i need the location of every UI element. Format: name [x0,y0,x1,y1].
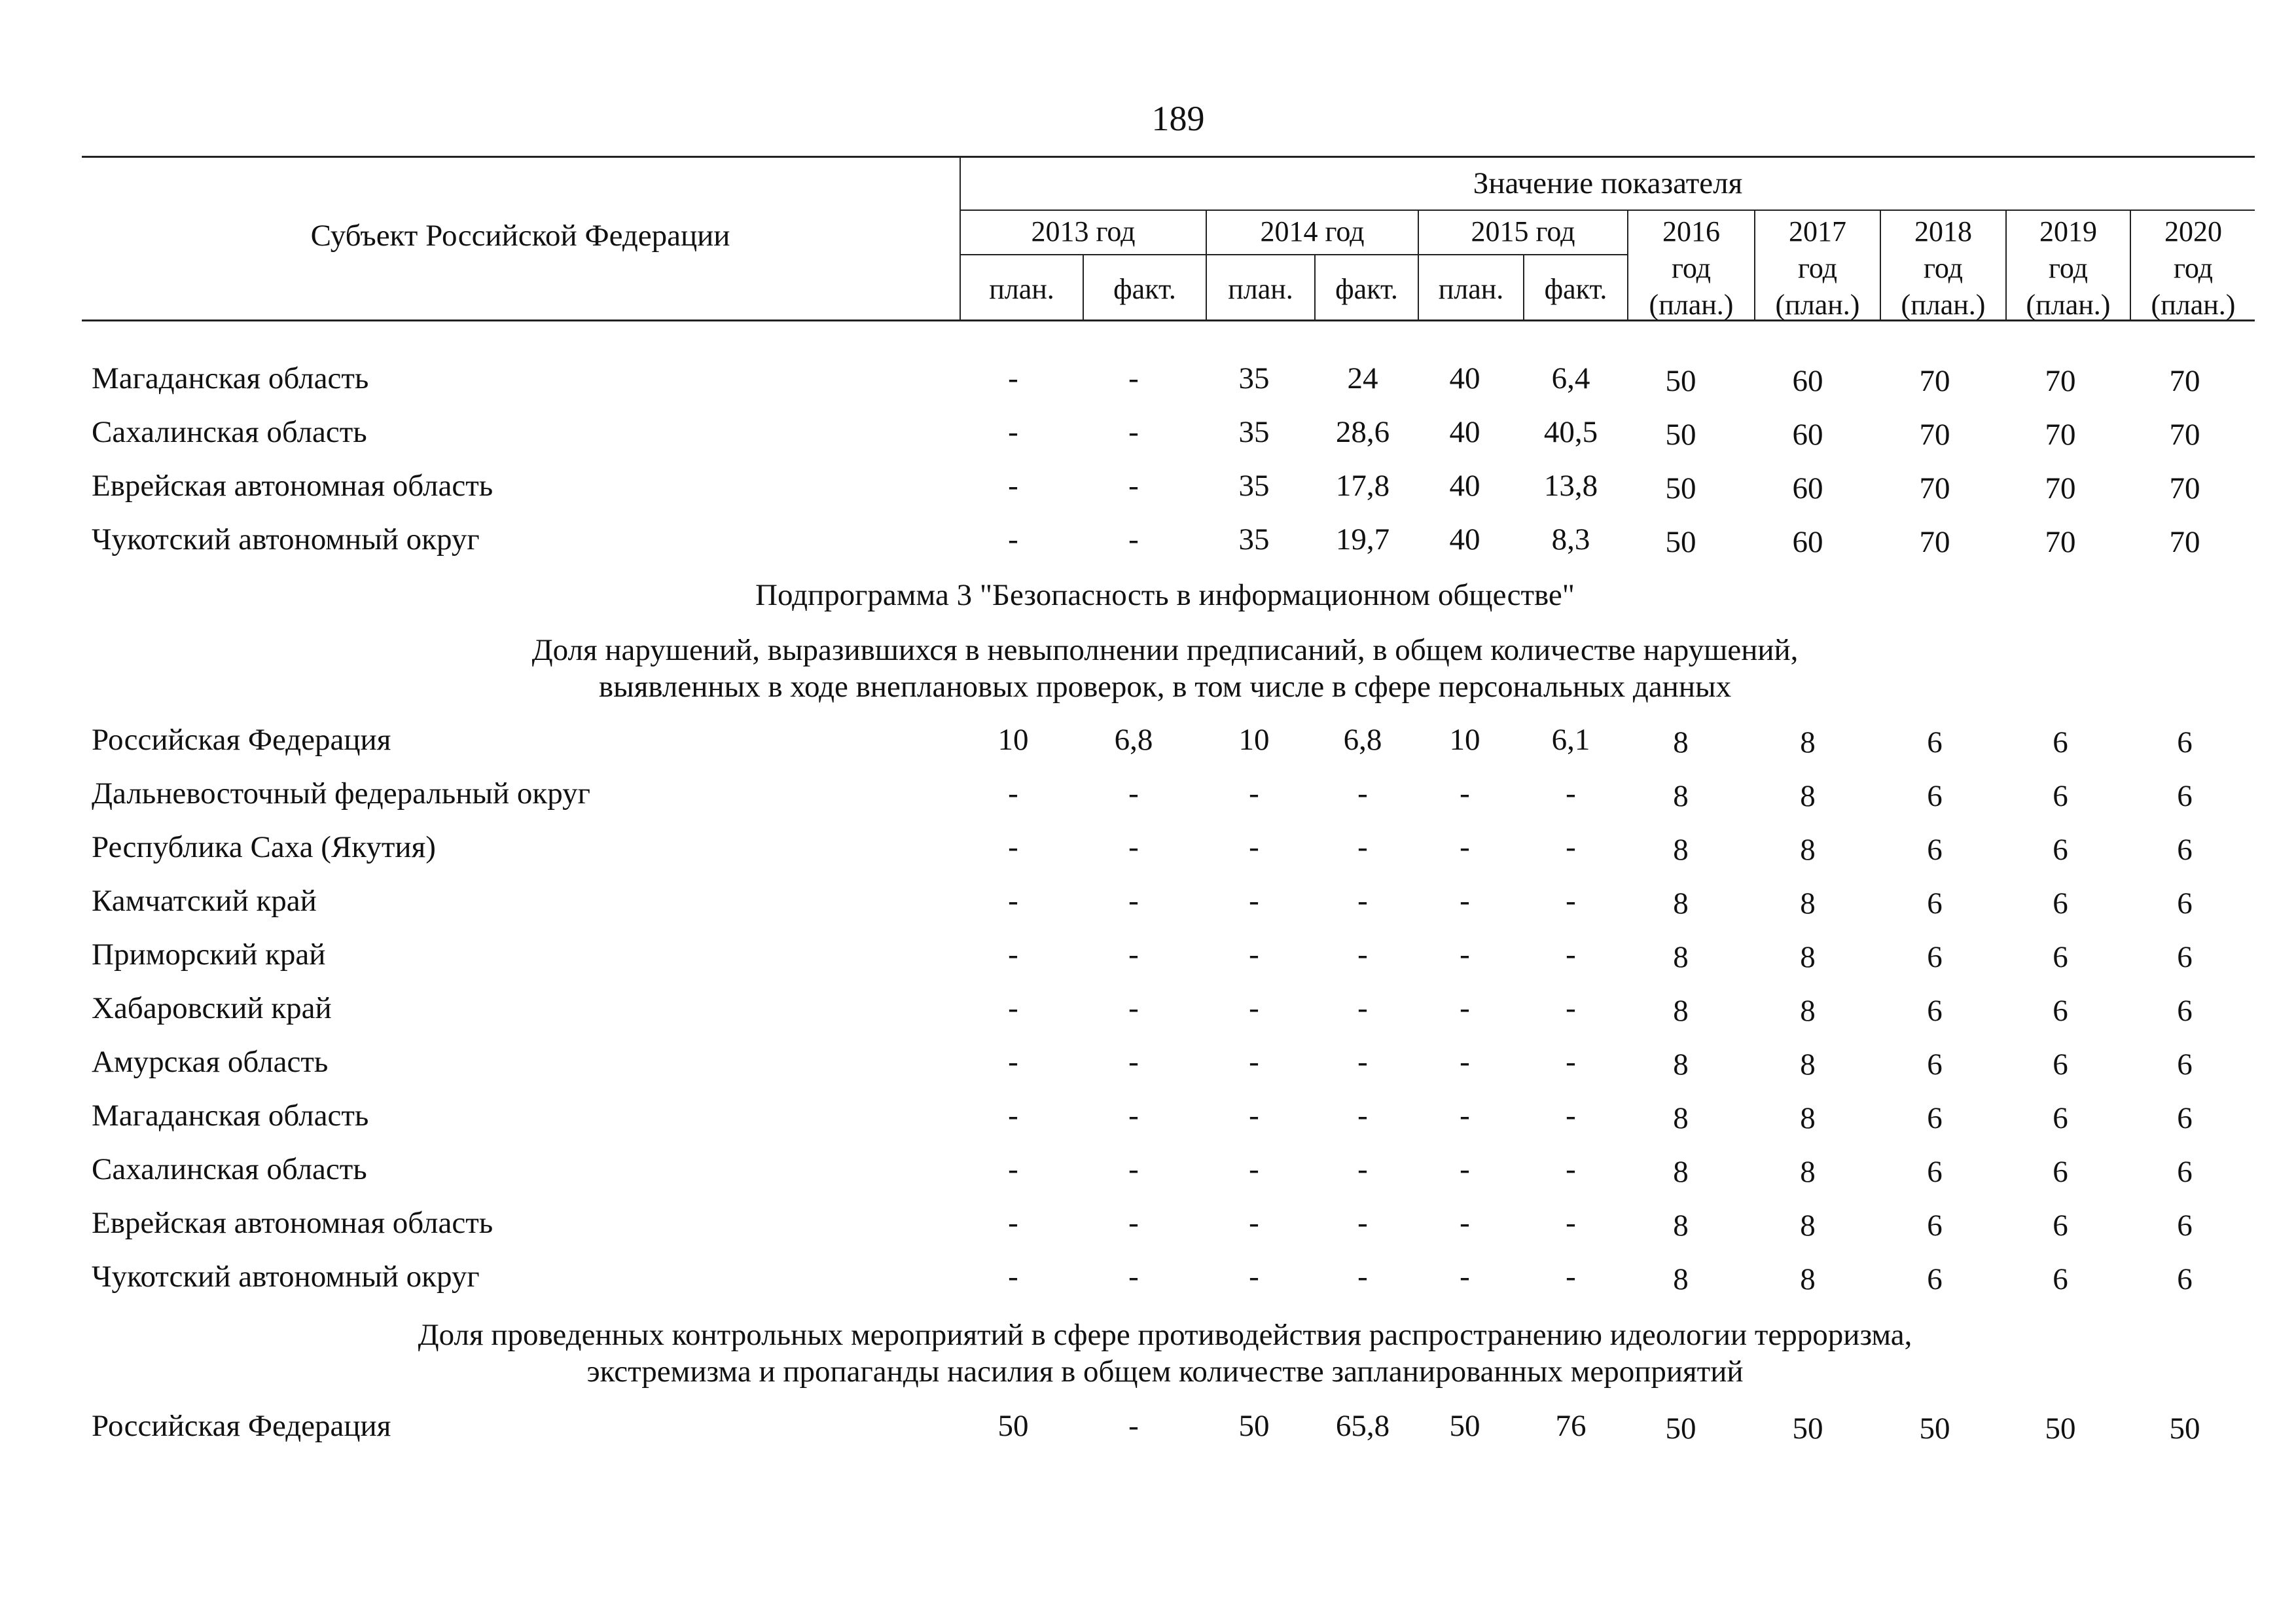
table-cell: - [1460,938,1470,972]
table-cell: - [1249,1152,1259,1186]
table-cell: 6 [1927,1262,1943,1296]
row-subject-name: Приморский край [92,938,326,972]
year-label: 2017 [1789,215,1846,247]
table-cell: 8 [1673,833,1689,867]
table-cell: - [1249,884,1259,918]
table-cell: 60 [1792,364,1823,398]
table-cell: - [1008,415,1018,449]
table-cell: - [1008,938,1018,972]
table-cell: 6 [2053,1048,2068,1082]
plan-label: (план.) [2151,289,2236,321]
year-2019-header [2007,213,2130,323]
table-cell: - [1249,776,1259,811]
table-cell: - [1460,1045,1470,1079]
row-subject-name: Амурская область [92,1045,329,1079]
table-cell: 70 [2169,364,2200,398]
table-cell: - [1566,938,1576,972]
table-cell: 6 [2053,779,2068,813]
table-cell: 50 [1665,1412,1696,1446]
table-cell: 6 [1927,886,1943,921]
table-cell: 6 [2053,1209,2068,1243]
table-cell: - [1008,991,1018,1025]
god-label: год [1923,252,1964,284]
table-cell: 70 [1919,364,1950,398]
table-cell: 8 [1800,725,1816,759]
table-cell: 50 [1665,525,1696,559]
table-cell: 76 [1555,1409,1587,1443]
table-cell: 8 [1800,779,1816,813]
table-cell: 8 [1673,725,1689,759]
table-cell: - [1357,884,1368,918]
plan-label: (план.) [2026,289,2111,321]
indicator-caption: Доля проведенных контрольных мероприятий в сфере противодействия распространению идеологии терроризма, [418,1318,1912,1352]
table-cell: 50 [2169,1412,2200,1446]
table-cell: 35 [1238,469,1270,503]
table-cell: 35 [1238,361,1270,395]
table-cell: 6 [2177,886,2193,921]
table-cell: - [1357,1152,1368,1186]
table-cell: - [1128,991,1139,1025]
table-cell: - [1357,1099,1368,1133]
table-cell: 6,1 [1551,723,1590,757]
table-cell: 70 [2045,525,2076,559]
table-cell: 6 [2053,725,2068,759]
god-label: год [1797,252,1838,284]
table-cell: - [1566,776,1576,811]
table-cell: - [1128,1045,1139,1079]
table-cell: - [1357,991,1368,1025]
table-cell: - [1128,1260,1139,1294]
table-cell: 8 [1800,833,1816,867]
row-subject-name: Сахалинская область [92,415,367,449]
table-cell: 8 [1800,994,1816,1028]
table-cell: - [1460,991,1470,1025]
table-cell: 40 [1449,522,1480,556]
year-label: 2018 [1914,215,1972,247]
table-cell: 70 [1919,525,1950,559]
table-cell: - [1249,830,1259,864]
table-cell: 70 [2169,471,2200,505]
table-cell: - [1566,991,1576,1025]
god-label: год [1671,252,1712,284]
page-number: 189 [1151,99,1205,138]
indicator-caption: Доля нарушений, выразившихся в невыполнении предписаний, в общем количестве нарушений, [531,633,1799,667]
subject-column-header: Субъект Российской Федерации [310,219,730,253]
table-cell: - [1128,415,1139,449]
table-cell: - [1249,991,1259,1025]
row-subject-name: Еврейская автономная область [92,1206,493,1240]
table-cell: 10 [1449,723,1480,757]
table-cell: - [1460,884,1470,918]
year-2017-header [1755,213,1880,323]
row-subject-name: Дальневосточный федеральный округ [92,776,590,811]
table-cell: 6 [1927,1048,1943,1082]
fact-subheader: факт. [1335,273,1398,305]
table-cell: 10 [997,723,1029,757]
table-cell: 50 [1919,1412,1950,1446]
table-cell: 40 [1449,469,1480,503]
table-cell: 6 [1927,994,1943,1028]
table-cell: 8 [1800,886,1816,921]
row-subject-name: Чукотский автономный округ [92,522,480,556]
table-cell: 6 [1927,1101,1943,1135]
table-cell: 28,6 [1335,415,1390,449]
table-cell: 60 [1792,525,1823,559]
table-cell: - [1008,522,1018,556]
table-cell: - [1008,1206,1018,1240]
table-cell: 8 [1673,994,1689,1028]
table-cell: - [1357,1260,1368,1294]
plan-subheader: план. [989,273,1054,305]
table-cell: 70 [1919,418,1950,452]
table-cell: 50 [1665,364,1696,398]
year-2015-header: 2015 год [1471,215,1575,247]
row-subject-name: Магаданская область [92,361,369,395]
table-cell: 40 [1449,415,1480,449]
table-cell: - [1566,1152,1576,1186]
indicator-caption: экстремизма и пропаганды насилия в общем количестве запланированных мероприятий [586,1355,1744,1389]
row-subject-name: Российская Федерация [92,723,391,757]
table-cell: 6 [2177,1155,2193,1189]
subprogram-title: Подпрограмма 3 "Безопасность в информационном обществе" [755,578,1575,612]
god-label: год [2173,252,2214,284]
table-cell: 70 [2045,364,2076,398]
table-cell: - [1566,830,1576,864]
table-cell: 6 [2053,833,2068,867]
table-cell: 35 [1238,522,1270,556]
table-cell: - [1008,1099,1018,1133]
table-cell: 50 [997,1409,1029,1443]
table-cell: 10 [1238,723,1270,757]
row-subject-name: Хабаровский край [92,991,332,1025]
table-cell: 6 [2053,1262,2068,1296]
table-cell: 6 [1927,725,1943,759]
table-cell: - [1128,1409,1139,1443]
table-cell: 50 [1449,1409,1480,1443]
year-2014-header: 2014 год [1260,215,1365,247]
table-cell: 8 [1800,1048,1816,1082]
row-subject-name: Камчатский край [92,884,317,918]
table-cell: - [1008,1260,1018,1294]
table-cell: - [1566,1099,1576,1133]
table-cell: 6 [2053,994,2068,1028]
plan-label: (план.) [1649,289,1734,321]
table-cell: 6,8 [1114,723,1153,757]
table-cell: 70 [2045,418,2076,452]
table-cell: - [1460,1152,1470,1186]
table-cell: 6 [1927,779,1943,813]
table-cell: 6 [1927,833,1943,867]
row-subject-name: Еврейская автономная область [92,469,493,503]
table-cell: 6 [2177,833,2193,867]
table-cell: 8 [1800,1155,1816,1189]
table-cell: 40 [1449,361,1480,395]
year-underline [961,254,1628,255]
table-cell: 8 [1673,886,1689,921]
table-cell: - [1357,938,1368,972]
table-cell: - [1008,1045,1018,1079]
table-cell: 70 [2169,418,2200,452]
table-cell: - [1566,1206,1576,1240]
table-cell: - [1128,1206,1139,1240]
indicator-underline [961,210,2255,211]
table-cell: 17,8 [1335,469,1390,503]
table-cell: 70 [2169,525,2200,559]
year-label: 2016 [1662,215,1720,247]
table-cell: 6 [2177,994,2193,1028]
table-cell: - [1008,884,1018,918]
table-cell: - [1249,1099,1259,1133]
table-cell: 19,7 [1335,522,1390,556]
table-cell: 70 [1919,471,1950,505]
table-cell: - [1460,1099,1470,1133]
table-cell: - [1566,884,1576,918]
table-cell: 6 [2053,1101,2068,1135]
table-cell: 60 [1792,471,1823,505]
table-cell: 6 [2053,1155,2068,1189]
table-cell: - [1128,522,1139,556]
indicator-header: Значение показателя [1473,166,1743,200]
table-cell: 60 [1792,418,1823,452]
god-label: год [2048,252,2089,284]
table-cell: 6 [2177,1262,2193,1296]
table-cell: 6 [2177,725,2193,759]
year-label: 2020 [2164,215,2222,247]
table-cell: 8 [1673,940,1689,974]
table-cell: 8 [1673,1155,1689,1189]
table-cell: 8 [1673,1048,1689,1082]
table-cell: - [1249,1045,1259,1079]
row-subject-name: Сахалинская область [92,1152,367,1186]
fact-subheader: факт. [1113,273,1176,305]
table-cell: - [1128,1099,1139,1133]
indicator-caption: выявленных в ходе внеплановых проверок, в том числе в сфере персональных данных [598,670,1732,704]
table-cell: 8 [1673,1209,1689,1243]
table-cell: - [1460,776,1470,811]
table-cell: 8 [1800,1262,1816,1296]
year-2016-header [1628,213,1754,323]
table-cell: 13,8 [1543,469,1598,503]
table-cell: 6 [2053,940,2068,974]
table-cell: 6 [1927,1155,1943,1189]
table-cell: - [1249,938,1259,972]
table-cell: - [1357,776,1368,811]
table-cell: - [1460,830,1470,864]
table-cell: 6,4 [1551,361,1590,395]
table-cell: 6 [2177,779,2193,813]
year-2020-header [2131,213,2255,323]
table-cell: 50 [1792,1412,1823,1446]
table-cell: - [1008,361,1018,395]
table-cell: - [1128,884,1139,918]
table-cell: 6 [2177,1048,2193,1082]
table-cell: - [1357,1206,1368,1240]
table-cell: 70 [2045,471,2076,505]
table-cell: - [1249,1260,1259,1294]
year-label: 2019 [2039,215,2097,247]
table-cell: - [1008,776,1018,811]
table-cell: - [1008,469,1018,503]
plan-subheader: план. [1228,273,1293,305]
table-cell: 6 [1927,940,1943,974]
table-cell: 8 [1800,1209,1816,1243]
row-subject-name: Магаданская область [92,1099,369,1133]
table-cell: - [1566,1260,1576,1294]
table-cell: 50 [1238,1409,1270,1443]
table-cell: 6,8 [1343,723,1382,757]
table-cell: 8 [1673,1101,1689,1135]
plan-label: (план.) [1901,289,1986,321]
table-cell: - [1357,830,1368,864]
table-cell: 8 [1673,1262,1689,1296]
table-cell: 65,8 [1335,1409,1390,1443]
year-2018-header [1881,213,2005,323]
table-cell: - [1249,1206,1259,1240]
plan-label: (план.) [1775,289,1860,321]
row-subject-name: Республика Саха (Якутия) [92,830,436,864]
table-cell: - [1128,361,1139,395]
table-cell: 24 [1347,361,1378,395]
table-cell: 8 [1800,1101,1816,1135]
plan-subheader: план. [1438,273,1504,305]
fact-subheader: факт. [1544,273,1607,305]
table-cell: - [1008,1152,1018,1186]
year-2013-header: 2013 год [1031,215,1136,247]
table-cell: - [1008,830,1018,864]
table-cell: - [1128,938,1139,972]
table-cell: - [1128,1152,1139,1186]
table-cell: 50 [1665,418,1696,452]
table-top-rule [82,156,2255,158]
table-cell: 6 [2177,1209,2193,1243]
table-cell: - [1128,469,1139,503]
table-cell: - [1460,1260,1470,1294]
table-cell: - [1128,830,1139,864]
row-subject-name: Чукотский автономный округ [92,1260,480,1294]
table-cell: 6 [2177,1101,2193,1135]
table-cell: 35 [1238,415,1270,449]
table-cell: - [1357,1045,1368,1079]
table-cell: - [1128,776,1139,811]
table-cell: 6 [1927,1209,1943,1243]
table-cell: 8 [1800,940,1816,974]
table-cell: 40,5 [1543,415,1598,449]
table-cell: 6 [2177,940,2193,974]
table-cell: 6 [2053,886,2068,921]
table-cell: 50 [2045,1412,2076,1446]
table-cell: 50 [1665,471,1696,505]
table-cell: - [1566,1045,1576,1079]
table-cell: 8,3 [1551,522,1590,556]
row-subject-name: Российская Федерация [92,1409,391,1443]
table-cell: 8 [1673,779,1689,813]
table-cell: - [1460,1206,1470,1240]
